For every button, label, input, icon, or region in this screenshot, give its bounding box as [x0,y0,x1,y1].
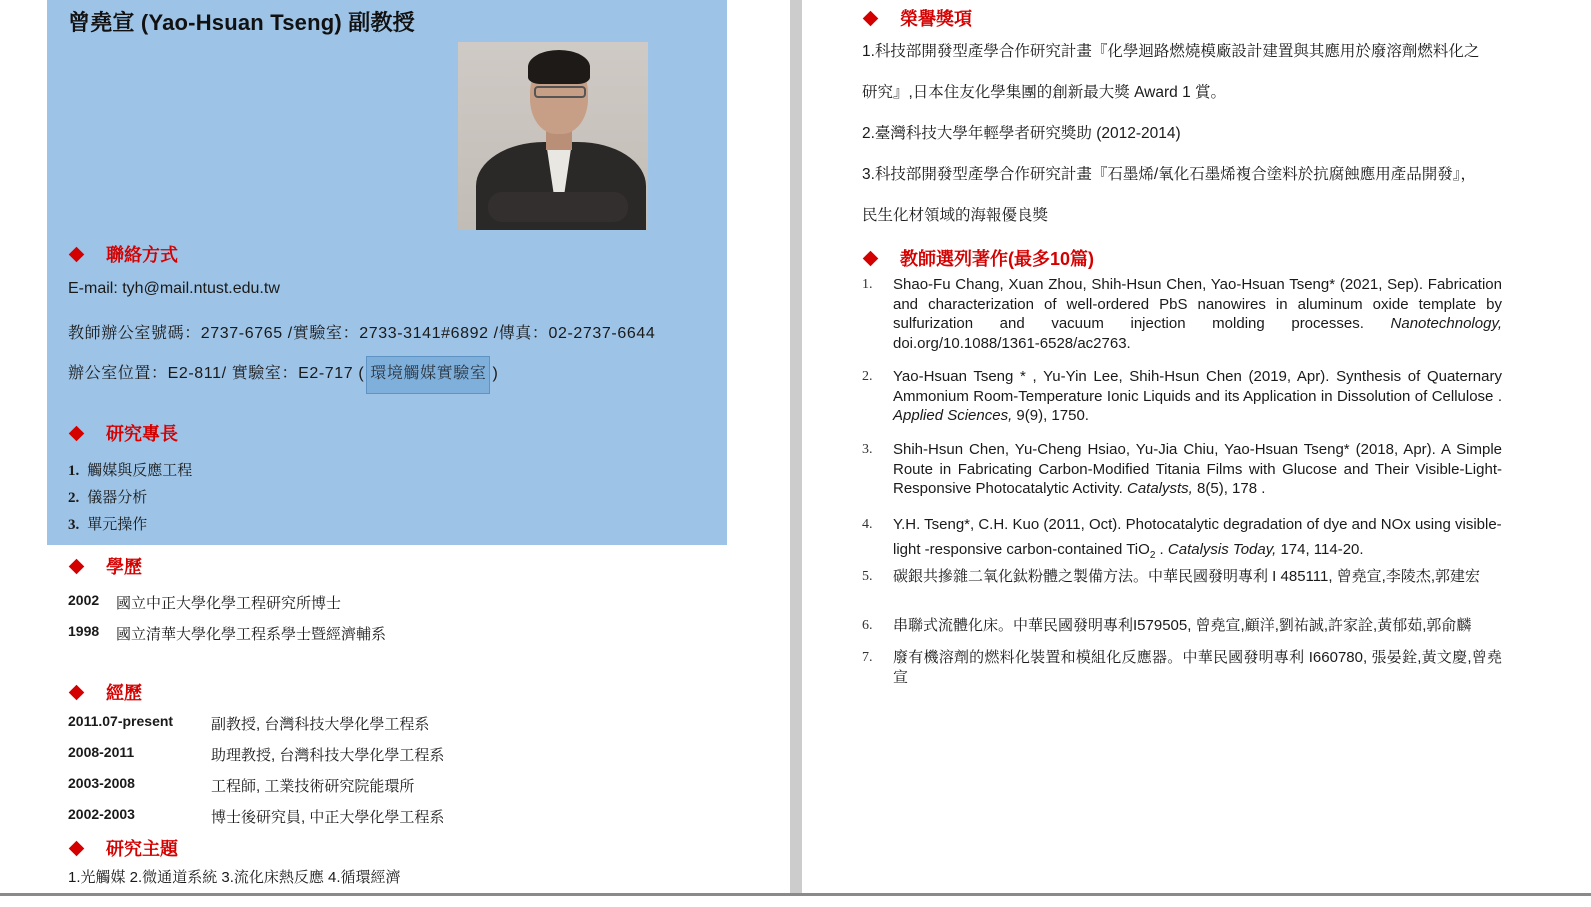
left-page [0,0,790,893]
expertise-item: 3. 單元操作 [68,516,148,533]
diamond-bullet-icon [863,250,879,266]
expertise-item: 1. 觸媒與反應工程 [68,462,193,479]
publication-item: 2. Yao-Hsuan Tseng * , Yu-Yin Lee, Shih-Hsun Chen (2019, Apr). Synthesis of Quaternary Ammonium Room-Temperature Ionic Liquids and its Application in Dissolution of Cellulose . Applied Sciences, 9(9), 1750. [862,368,1502,425]
publication-item: 3. Shih-Hsun Chen, Yu-Cheng Hsiao, Yu-Jia Chiu, Yao-Hsuan Tseng* (2018, Apr). A Simple Route in Fabricating Carbon-Modified Titania Films with Glucose and Their Visible-Light-Responsive Photocatalytic Activity. Catalysts, 8(5), 178 . [862,441,1502,498]
contact-phones: 教師辦公室號碼：2737-6765 /實驗室：2733-3141#6892 /傳真：02-2737-6644 [68,325,656,342]
bottom-margin [0,896,1591,907]
publication-item: 4. Y.H. Tseng*, C.H. Kuo (2011, Oct). Photocatalytic degradation of dye and NOx using visible-light -responsive carbon-contained TiO$_2$ . Catalysis Today, 174, 114-20. [862,516,1502,561]
experience-item: 2003-2008 工程師, 工業技術研究院能環所 [68,775,415,795]
diamond-bullet-icon [69,246,85,262]
award-line: 研究』,日本住友化學集團的創新最大獎 Award 1 賞。 [862,84,1227,101]
section-heading-experience: 經歷 [68,679,142,705]
section-heading-contact: 聯絡方式 [68,241,178,267]
section-heading-publications: 教師選列著作(最多10篇) [862,245,1094,271]
page-title: 曾堯宣 (Yao-Hsuan Tseng) 副教授 [68,10,415,35]
contact-office: 辦公室位置：E2-811/ 實驗室：E2-717 ( 環境觸媒實驗室 ) [68,356,498,394]
section-heading-expertise: 研究專長 [68,420,178,446]
award-line: 3.科技部開發型產學合作研究計畫『石墨烯/氧化石墨烯複合塗料於抗腐蝕應用產品開發』， [862,166,1476,183]
research-topics-text: 1.光觸媒 2.微通道系統 3.流化床熱反應 4.循環經濟 [68,869,401,886]
expertise-item: 2. 儀器分析 [68,489,148,506]
lab-link[interactable]: 環境觸媒實驗室 [366,356,490,394]
diamond-bullet-icon [69,840,85,856]
section-heading-awards: 榮譽獎項 [862,5,972,31]
experience-item: 2011.07-present 副教授, 台灣科技大學化學工程系 [68,713,430,733]
diamond-bullet-icon [69,684,85,700]
experience-item: 2002-2003 博士後研究員, 中正大學化學工程系 [68,806,445,826]
diamond-bullet-icon [863,10,879,26]
publication-item: 5. 碳銀共摻雜二氧化鈦粉體之製備方法。中華民國發明專利 I 485111, 曾堯宣,李陵杰,郭建宏 [862,568,1481,585]
education-item: 1998 國立清華大學化學工程系學士暨經濟輔系 [68,623,387,643]
experience-item: 2008-2011 助理教授, 台灣科技大學化學工程系 [68,744,445,764]
award-line: 1.科技部開發型產學合作研究計畫『化學迴路燃燒模廠設計建置與其應用於廢溶劑燃料化之 [862,43,1480,60]
section-heading-education: 學歷 [68,553,142,579]
award-line: 民生化材領域的海報優良獎 [862,207,1049,224]
section-heading-research-topics: 研究主題 [68,835,178,861]
education-item: 2002 國立中正大學化學工程研究所博士 [68,592,342,612]
page-divider [790,0,802,893]
portrait-photo [458,42,648,230]
publication-item: 6. 串聯式流體化床。中華民國發明專利I579505, 曾堯宣,顧洋,劉祐誠,許家詮,黃郁茹,郭俞麟 [862,617,1472,634]
diamond-bullet-icon [69,558,85,574]
publication-item: 7. 廢有機溶劑的燃料化裝置和模組化反應器。中華民國發明專利 I660780, 張晏銓,黃文慶,曾堯宣 [862,649,1502,686]
award-line: 2.臺灣科技大學年輕學者研究獎助 (2012-2014) [862,125,1181,142]
diamond-bullet-icon [69,425,85,441]
contact-email: E-mail: tyh@mail.ntust.edu.tw [68,280,280,297]
publication-item: 1. Shao-Fu Chang, Xuan Zhou, Shih-Hsun Chen, Yao-Hsuan Tseng* (2021, Sep). Fabrication and characterization of well-ordered PbS nanowires in aluminum oxide template by sulfurization and vacuum injection molding processes. Nanotechnology, doi.org/10.1088/1361-6528/ac2763. [862,276,1502,352]
